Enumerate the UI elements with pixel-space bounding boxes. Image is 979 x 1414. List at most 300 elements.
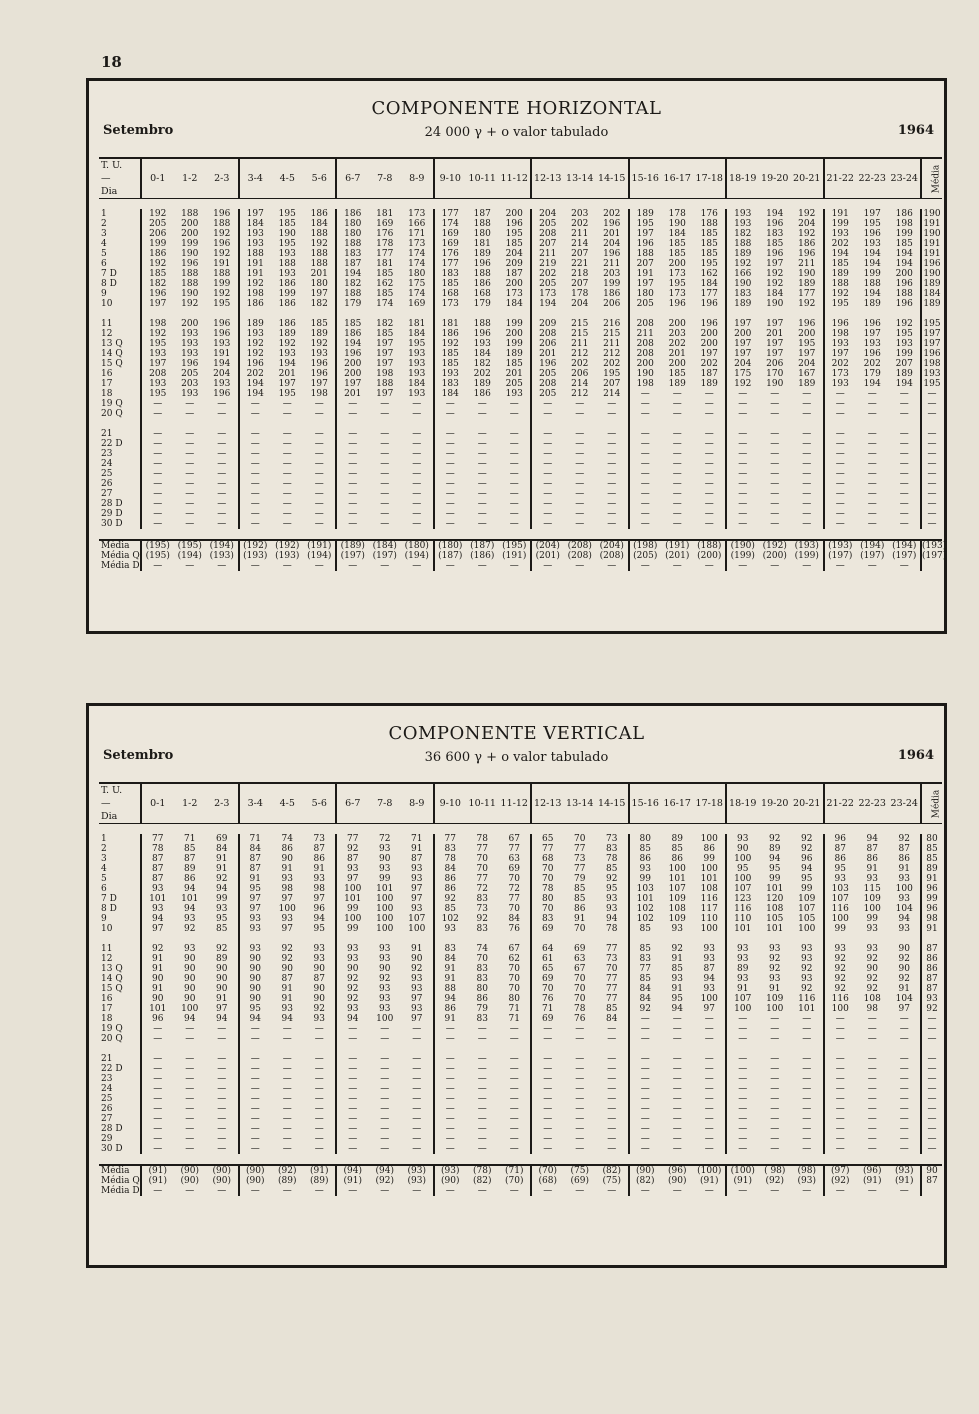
value-cell: 173 (408, 209, 426, 219)
value-cell: — (217, 1034, 227, 1044)
value-cell: — (314, 1084, 324, 1094)
value-cell: 189 (239, 319, 272, 329)
value-cell: — (607, 409, 617, 419)
value-cell: 193 (726, 209, 759, 219)
value-cell: — (824, 509, 857, 519)
value-cell: 194 (824, 249, 857, 259)
value-cell: 196 (505, 219, 523, 229)
value-cell: 193 (239, 329, 272, 339)
value-cell: — (672, 1034, 682, 1044)
mean-value-cell: (199) (794, 551, 819, 561)
value-cell: — (824, 429, 857, 439)
value-cell: 184 (766, 289, 784, 299)
hour-header: 20-21 (791, 158, 824, 199)
value-cell: — (867, 1144, 877, 1154)
value-cell: 192 (141, 259, 174, 269)
hour-header: 10-11 (466, 158, 499, 199)
value-cell: 90 (184, 974, 196, 984)
value-cell: 107 (668, 884, 686, 894)
value-cell: — (629, 479, 662, 489)
value-cell: 91 (671, 954, 683, 964)
spacer-row (99, 824, 942, 835)
value-cell: 188 (310, 229, 328, 239)
value-cell: — (607, 1144, 617, 1154)
mean-value-cell: (91) (304, 1165, 337, 1176)
value-cell: 104 (895, 904, 913, 914)
value-cell: — (672, 1134, 682, 1144)
value-cell (239, 934, 272, 944)
mean-value-cell: (194) (307, 551, 332, 561)
value-cell: — (824, 1134, 857, 1144)
value-cell: 211 (798, 259, 816, 269)
value-cell: 200 (505, 279, 523, 289)
value-cell: 92 (671, 944, 683, 954)
value-cell: 207 (571, 279, 589, 289)
value-cell: — (282, 399, 292, 409)
value-cell: 200 (181, 219, 199, 229)
value-cell: 181 (376, 259, 394, 269)
mean-value-cell: (193) (239, 551, 272, 561)
value-cell: — (704, 1114, 714, 1124)
mean-value-cell: (71) (499, 1165, 532, 1176)
value-cell: — (185, 1034, 195, 1044)
table-row (99, 319, 942, 329)
value-cell: 77 (531, 844, 564, 854)
value-cell: — (629, 409, 662, 419)
value-cell: 95 (313, 924, 325, 934)
value-cell: 100 (336, 884, 369, 894)
value-cell: 86 (476, 994, 488, 1004)
value-cell: 78 (434, 854, 467, 864)
value-cell: 90 (216, 974, 228, 984)
value-cell: — (607, 1114, 617, 1124)
value-cell: 92 (281, 944, 293, 954)
value-cell: 189 (726, 299, 759, 309)
value-cell: 173 (505, 289, 523, 299)
value-cell: — (629, 1094, 662, 1104)
value-cell: — (899, 409, 909, 419)
value-cell: — (477, 449, 487, 459)
mean-value-cell: (92) (765, 1176, 784, 1186)
value-cell: 90 (239, 994, 272, 1004)
value-cell: — (282, 1114, 292, 1124)
value-cell: — (704, 409, 714, 419)
value-cell: — (899, 1144, 909, 1154)
year-label: 1964 (897, 123, 934, 138)
table-row (99, 349, 942, 359)
spacer-row (99, 529, 942, 540)
mean-value-cell: (197) (860, 551, 885, 561)
value-cell: 93 (313, 944, 325, 954)
value-cell: 205 (531, 219, 564, 229)
day-cell: 3 (101, 854, 107, 864)
value-cell: — (336, 469, 369, 479)
value-cell: 214 (571, 379, 589, 389)
value-cell: 100 (408, 924, 426, 934)
value-cell: 169 (408, 299, 426, 309)
value-cell (401, 309, 434, 319)
value-cell: 92 (141, 944, 174, 954)
value-cell: 69 (531, 974, 564, 984)
value-cell: 70 (508, 974, 520, 984)
value-cell (596, 1044, 629, 1054)
value-cell: — (412, 1034, 422, 1044)
value-cell: — (282, 1094, 292, 1104)
value-cell: 85 (574, 884, 586, 894)
value-cell: — (726, 519, 759, 529)
value-cell: — (575, 1074, 585, 1084)
value-cell: — (412, 459, 422, 469)
value-cell: 83 (434, 944, 467, 954)
value-cell: 192 (824, 289, 857, 299)
horizontal-data-table (99, 157, 947, 571)
value-cell: 73 (574, 854, 586, 864)
value-cell: 162 (376, 279, 394, 289)
value-cell: 191 (239, 269, 272, 279)
value-cell: 87 (703, 964, 715, 974)
spacer-row (99, 419, 942, 429)
value-cell: — (726, 389, 759, 399)
value-cell: — (531, 1124, 564, 1134)
value-cell: 182 (141, 279, 174, 289)
day-cell: 12 (101, 954, 113, 964)
table-row (99, 429, 942, 439)
row-mean-cell: — (921, 389, 942, 399)
table-row (99, 289, 942, 299)
value-cell: 98 (281, 884, 293, 894)
value-cell: 174 (408, 289, 426, 299)
hour-header: 19-20 (759, 158, 792, 199)
value-cell: — (802, 1064, 812, 1074)
value-cell: 166 (726, 269, 759, 279)
value-cell: — (607, 489, 617, 499)
value-cell: 93 (411, 984, 423, 994)
value-cell: — (867, 1084, 877, 1094)
value-cell: — (802, 1144, 812, 1154)
mean-value-cell: (90) (668, 1176, 687, 1186)
value-cell: 105 (798, 914, 816, 924)
value-cell: 93 (824, 944, 857, 954)
value-cell: — (531, 1024, 564, 1034)
value-cell: 92 (629, 1004, 662, 1014)
value-cell (856, 419, 889, 429)
value-cell: — (802, 519, 812, 529)
value-cell (369, 1044, 402, 1054)
value-cell: 162 (700, 269, 718, 279)
value-cell: — (802, 1014, 812, 1024)
value-cell: 199 (603, 279, 621, 289)
day-cell: 4 (101, 864, 107, 874)
value-cell: 90 (239, 974, 272, 984)
value-cell: — (217, 519, 227, 529)
row-mean-cell: — (921, 1084, 942, 1094)
value-cell: 93 (411, 1004, 423, 1014)
value-cell: — (239, 1074, 272, 1084)
mean-value-cell: (200) (697, 551, 722, 561)
value-cell: — (672, 479, 682, 489)
mean-value-cell: — (380, 561, 390, 571)
row-mean-cell: — (921, 1094, 942, 1104)
overall-mean-cell: (197) (922, 551, 947, 561)
value-cell: 166 (408, 219, 426, 229)
value-cell: 100 (336, 914, 369, 924)
value-cell: 204 (798, 219, 816, 229)
value-cell: 108 (766, 904, 784, 914)
value-cell: 192 (726, 259, 759, 269)
value-cell: 198 (629, 379, 662, 389)
value-cell: — (726, 1094, 759, 1104)
value-cell: — (380, 499, 390, 509)
value-cell: 185 (141, 269, 174, 279)
value-cell: — (607, 399, 617, 409)
table-row (99, 1144, 942, 1154)
table-row (99, 279, 942, 289)
value-cell: — (412, 1074, 422, 1084)
value-cell: — (607, 509, 617, 519)
row-mean-cell: — (921, 479, 942, 489)
value-cell: 83 (531, 914, 564, 924)
value-cell (434, 1044, 467, 1054)
hour-header: 20-21 (791, 783, 824, 824)
value-cell: 195 (408, 339, 426, 349)
value-cell: 70 (508, 904, 520, 914)
value-cell: — (509, 1114, 519, 1124)
value-cell: — (575, 519, 585, 529)
value-cell: 202 (603, 359, 621, 369)
value-cell: — (899, 459, 909, 469)
value-cell: 193 (824, 339, 857, 349)
day-cell: 18 (101, 389, 113, 399)
value-cell: 186 (798, 239, 816, 249)
value-cell: 190 (766, 379, 784, 389)
value-cell: — (607, 469, 617, 479)
value-cell: 196 (603, 249, 621, 259)
value-cell: 107 (408, 914, 426, 924)
value-cell: — (217, 1144, 227, 1154)
value-cell: — (802, 459, 812, 469)
value-cell: 70 (574, 834, 586, 844)
hour-header: 14-15 (596, 158, 629, 199)
value-cell: 76 (508, 924, 520, 934)
value-cell: — (824, 1084, 857, 1094)
value-cell: 90 (239, 984, 272, 994)
value-cell: — (314, 1094, 324, 1104)
value-cell: 193 (141, 379, 174, 389)
value-cell: 187 (700, 369, 718, 379)
value-cell: 199 (141, 239, 174, 249)
hour-header: 0-1 (141, 783, 174, 824)
value-cell: 92 (824, 954, 857, 964)
value-cell: — (282, 1134, 292, 1144)
value-cell: 100 (726, 854, 759, 864)
value-cell: — (726, 479, 759, 489)
value-cell: 93 (313, 954, 325, 964)
value-cell: — (336, 399, 369, 409)
value-cell: — (282, 409, 292, 419)
value-cell: 179 (863, 369, 881, 379)
value-cell: — (607, 449, 617, 459)
value-cell: 185 (434, 279, 467, 289)
value-cell: — (867, 519, 877, 529)
value-cell: — (899, 429, 909, 439)
value-cell: — (434, 399, 467, 409)
row-mean-cell: 98 (921, 914, 942, 924)
value-cell: — (770, 1024, 780, 1034)
day-cell: 25 (101, 469, 113, 479)
row-mean-cell: — (921, 489, 942, 499)
value-cell: 90 (866, 964, 878, 974)
value-cell: 195 (700, 259, 718, 269)
value-cell: 195 (629, 219, 662, 229)
value-cell: — (380, 439, 390, 449)
value-cell: — (867, 489, 877, 499)
value-cell: — (217, 1104, 227, 1114)
value-cell: — (314, 1024, 324, 1034)
value-cell (564, 419, 597, 429)
value-cell (661, 419, 694, 429)
value-cell: 192 (726, 379, 759, 389)
value-cell: — (141, 1144, 174, 1154)
value-cell: — (380, 429, 390, 439)
mean-value-cell: (68) (531, 1176, 564, 1186)
table-row (99, 944, 942, 954)
value-cell: 94 (216, 884, 228, 894)
value-cell: 90 (379, 854, 391, 864)
hour-header: 4-5 (271, 158, 304, 199)
value-cell: — (672, 499, 682, 509)
table-row (99, 994, 942, 1004)
value-cell: — (434, 1104, 467, 1114)
table-row (99, 499, 942, 509)
value-cell: 199 (181, 239, 199, 249)
value-cell: — (824, 479, 857, 489)
value-cell (889, 419, 922, 429)
value-cell: 83 (434, 844, 467, 854)
value-cell: 93 (866, 924, 878, 934)
value-cell: — (726, 1074, 759, 1084)
value-cell: 182 (726, 229, 759, 239)
value-cell: 97 (336, 874, 369, 884)
value-cell: 95 (671, 994, 683, 1004)
table-row (99, 1004, 942, 1014)
value-cell: — (185, 509, 195, 519)
mean-value-cell: (191) (502, 551, 527, 561)
value-cell: — (531, 1144, 564, 1154)
day-cell: 26 (101, 479, 113, 489)
value-cell: 193 (863, 239, 881, 249)
value-cell: — (770, 1034, 780, 1044)
value-cell: 185 (278, 219, 296, 229)
day-cell: 22 D (101, 439, 123, 449)
value-cell: 173 (531, 289, 564, 299)
value-cell: — (477, 489, 487, 499)
value-cell: 199 (863, 269, 881, 279)
value-cell: 184 (310, 219, 328, 229)
value-cell: — (509, 1074, 519, 1084)
value-cell: — (509, 1064, 519, 1074)
value-cell: 188 (181, 209, 199, 219)
value-cell: — (867, 509, 877, 519)
value-cell: 83 (476, 974, 488, 984)
value-cell: 200 (336, 359, 369, 369)
value-cell: 200 (181, 319, 199, 329)
value-cell: 99 (216, 894, 228, 904)
value-cell: 78 (476, 834, 488, 844)
value-cell: 199 (505, 339, 523, 349)
value-cell: — (575, 479, 585, 489)
mean-value-cell: ( 98) (759, 1165, 792, 1176)
value-cell: 201 (310, 269, 328, 279)
value-cell: — (867, 499, 877, 509)
value-cell: — (477, 1124, 487, 1134)
media-header-label: Média (931, 164, 942, 193)
value-cell: — (434, 489, 467, 499)
day-cell: 12 (101, 329, 113, 339)
value-cell: 196 (668, 299, 686, 309)
value-cell: 197 (863, 329, 881, 339)
mean-value-cell: (93) (797, 1176, 816, 1186)
value-cell: — (314, 1124, 324, 1134)
value-cell: 194 (863, 289, 881, 299)
value-cell (206, 419, 239, 429)
value-cell (726, 419, 759, 429)
value-cell: 168 (434, 289, 467, 299)
value-cell: — (672, 1084, 682, 1094)
value-cell: — (629, 1074, 662, 1084)
value-cell: — (282, 519, 292, 529)
value-cell: — (531, 1114, 564, 1124)
value-cell: — (217, 469, 227, 479)
value-cell: — (704, 1134, 714, 1144)
value-cell: 91 (141, 984, 174, 994)
value-cell: — (185, 449, 195, 459)
value-cell: 96 (313, 904, 325, 914)
tu-label: T. U. (101, 785, 123, 796)
mean-value-cell: — (434, 1186, 467, 1196)
value-cell (856, 309, 889, 319)
mean-value-cell: — (726, 1186, 759, 1196)
hour-header: 17-18 (694, 158, 727, 199)
mean-value-cell: — (575, 1186, 585, 1196)
mean-value-cell: — (412, 1186, 422, 1196)
row-mean-cell: 80 (921, 834, 942, 844)
value-cell: — (575, 1114, 585, 1124)
value-cell: 93 (434, 924, 467, 934)
value-cell: — (672, 1024, 682, 1034)
value-cell: 194 (895, 259, 913, 269)
value-cell: 85 (606, 1004, 618, 1014)
value-cell: — (824, 1024, 857, 1034)
value-cell: — (412, 1084, 422, 1094)
value-cell: 183 (726, 289, 759, 299)
row-mean-cell: — (921, 1104, 942, 1114)
day-cell: 28 D (101, 1124, 123, 1134)
row-mean-cell: 85 (921, 854, 942, 864)
value-cell: 92 (866, 954, 878, 964)
value-cell: — (477, 499, 487, 509)
value-cell: — (336, 1104, 369, 1114)
value-cell: 99 (379, 874, 391, 884)
mean-value-cell: — (141, 561, 174, 571)
value-cell: — (770, 469, 780, 479)
horizontal-component-panel (86, 78, 947, 634)
value-cell: 186 (141, 249, 174, 259)
value-cell: 84 (629, 984, 662, 994)
value-cell: — (672, 439, 682, 449)
value-cell: — (770, 429, 780, 439)
value-cell: 84 (239, 844, 272, 854)
value-cell: — (434, 449, 467, 459)
